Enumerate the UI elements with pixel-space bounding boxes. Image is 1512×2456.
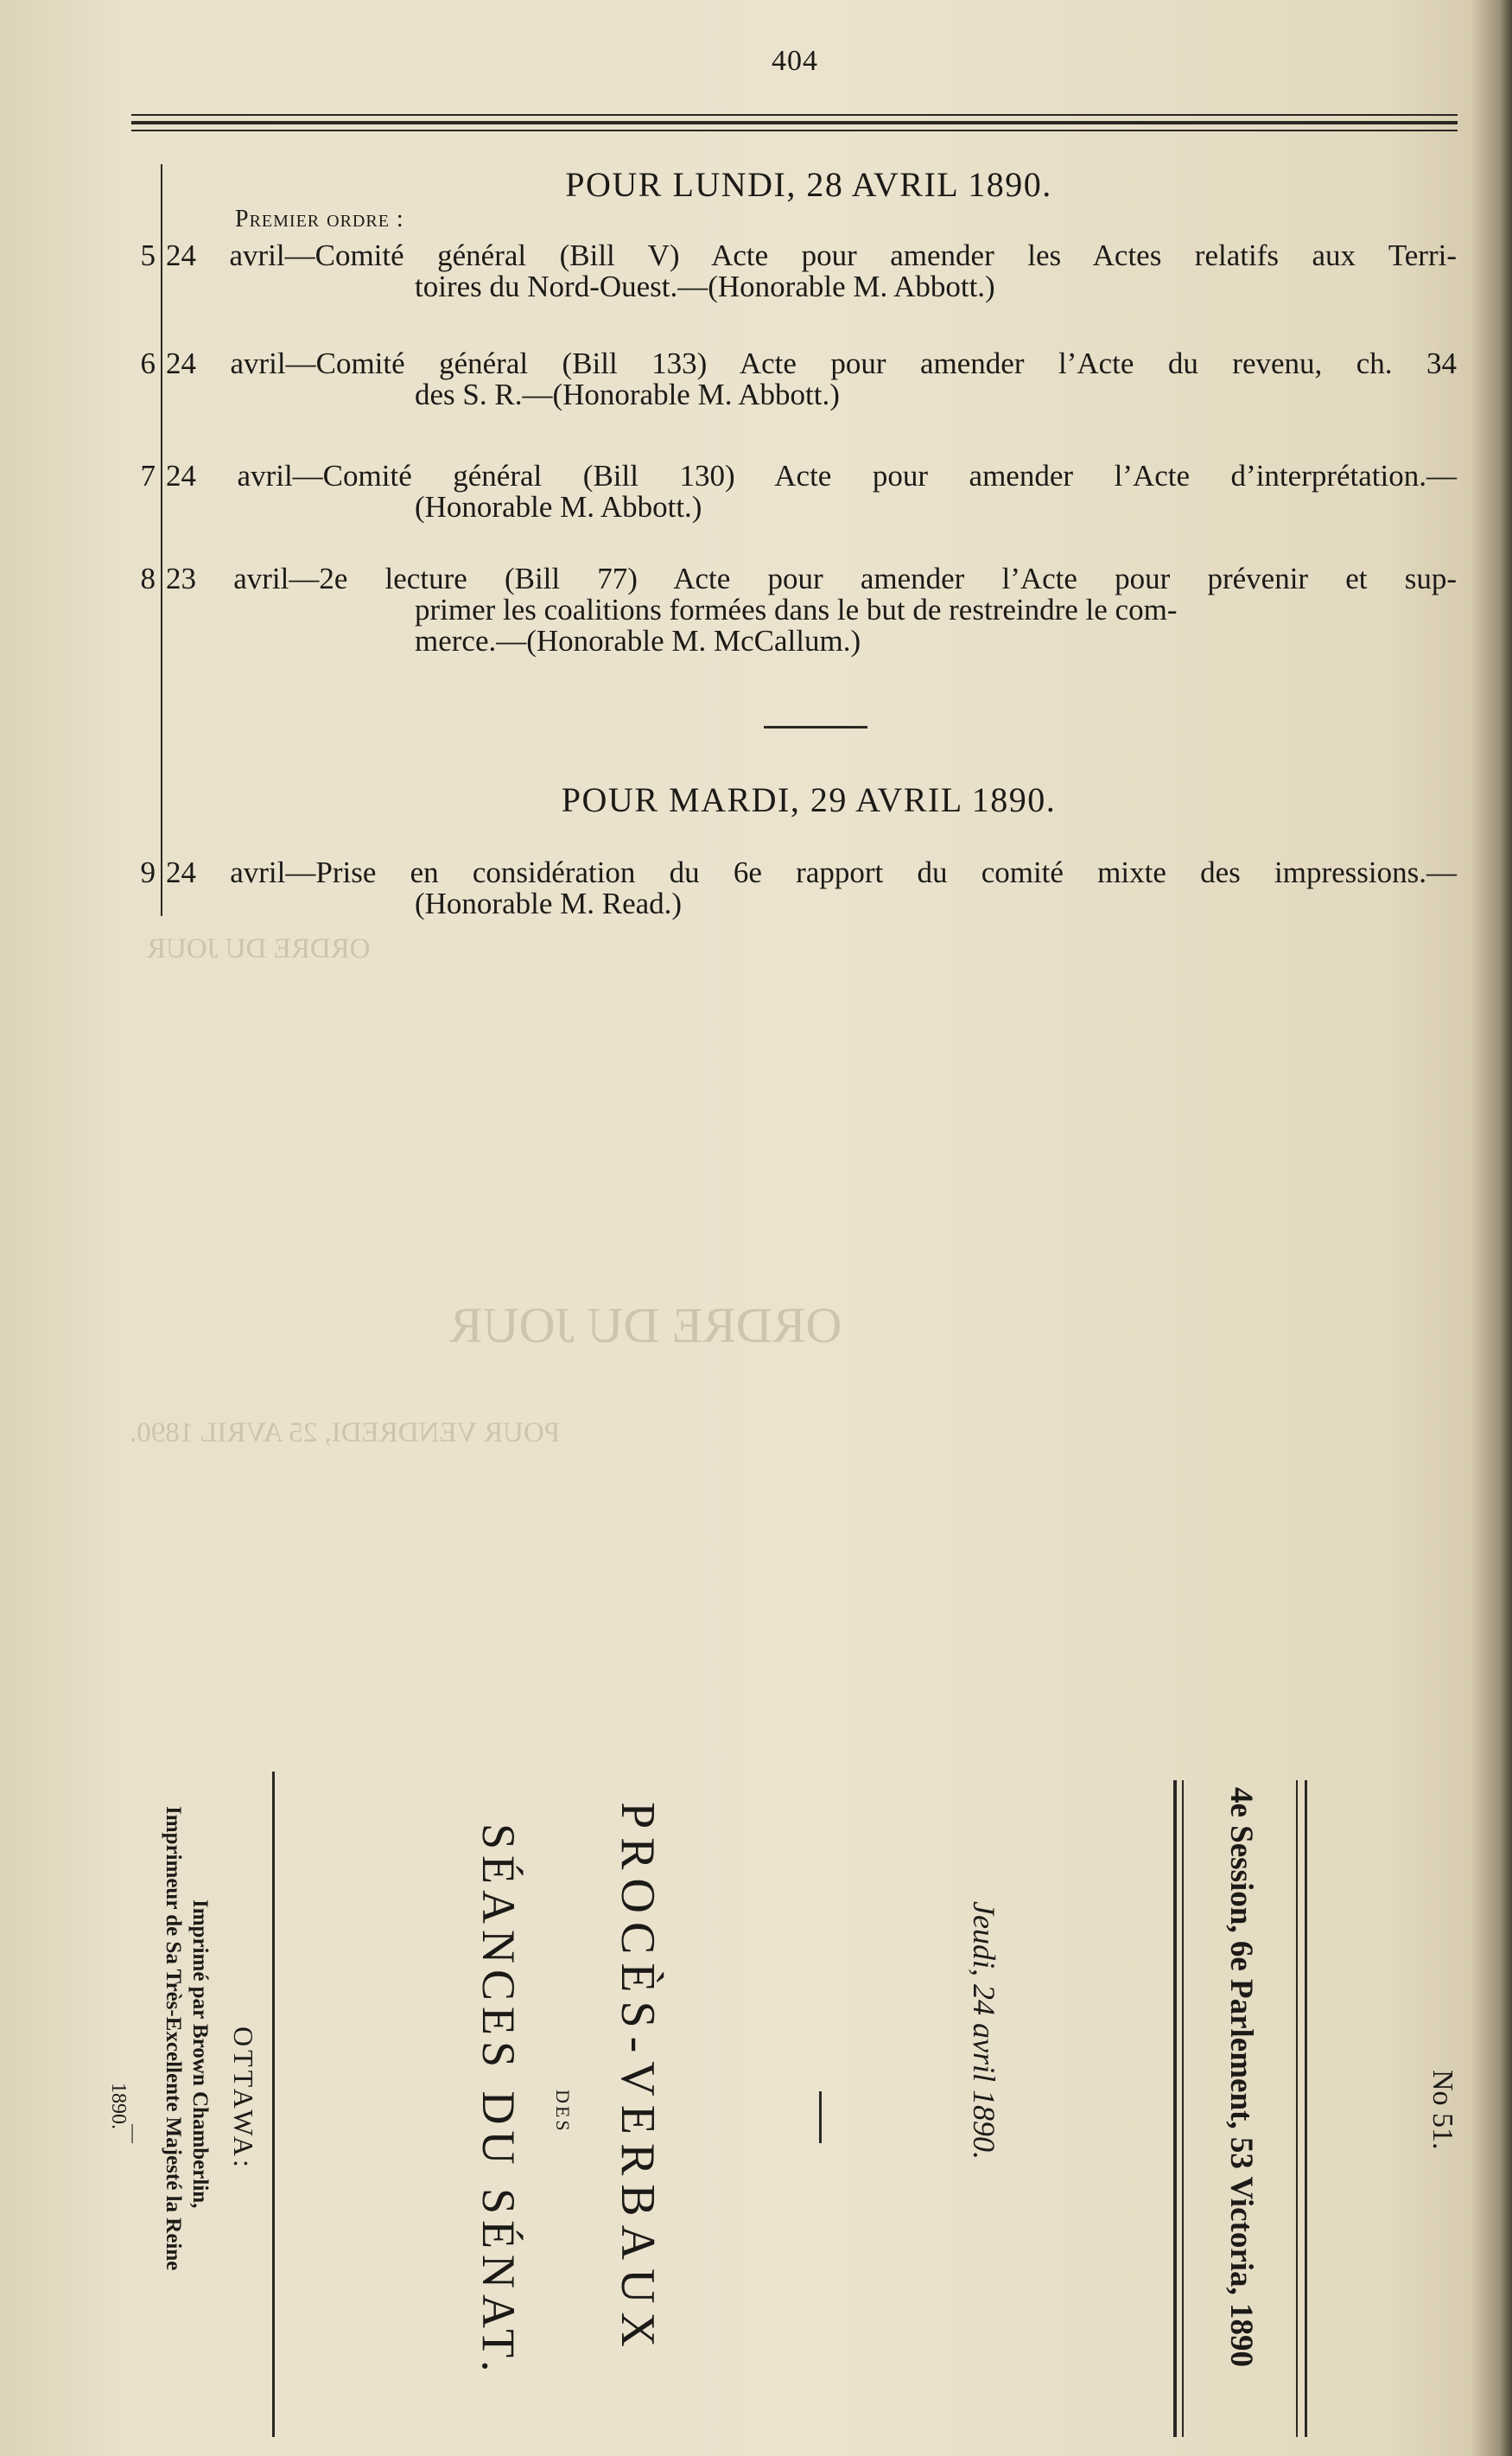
item-text-line: (Honorable M. Read.) [415, 887, 683, 920]
cover-rule [1296, 1780, 1298, 2437]
cover-title: PROCÈS-VERBAUX [611, 1802, 664, 2356]
item-text-line: toires du Nord-Ouest.—(Honorable M. Abbott.) [415, 270, 995, 303]
page-edge-shadow [1471, 0, 1512, 2456]
section-heading-tuesday: POUR MARDI, 29 AVRIL 1890. [561, 780, 1057, 819]
item-number: 8 [140, 562, 156, 595]
item-text-line: merce.—(Honorable M. McCallum.) [415, 624, 861, 658]
item-text-line: 24 avril—Comité général (Bill 130) Acte pour amender l’Acte d’interprétation.— [166, 459, 1457, 493]
item-text-line: 24 avril—Comité général (Bill V) Acte pour amender les Actes relatifs aux Terri- [166, 239, 1457, 272]
item-text-line: 24 avril—Comité général (Bill 133) Acte pour amender l’Acte du revenu, ch. 34 [166, 347, 1457, 380]
cover-year: 1890. [107, 2083, 130, 2129]
cover-des: DES [552, 2090, 574, 2134]
cover-rule [272, 1772, 275, 2437]
cover-city: OTTAWA: [228, 2027, 259, 2171]
section-subheading: Premier ordre : [235, 206, 404, 232]
document-page: ORDRE DU JOUR ORDRE DU JOUR POUR VENDREDI, 25 AVRIL 1890. 404 POUR LUNDI, 28 AVRIL 1890. Premier ordre : 5 24 avril—Comité général (Bill V) Acte pour amender les Actes relatifs aux Terri- toires du Nord-Ouest.—(Honorable M. Abbott.) 6 24 avril—Comité général (Bill 133) Acte pour amender l’Acte du revenu, ch. 34 des S. R.—(Honorable M. Abbott.) 7 24 avril—Comité général (Bill 130) Acte pour amender l’Acte d’interprétation.— (Honorable M. Abbott.) 8 23 avril—2e lecture (Bill 77) Acte pour amender l’Acte pour prévenir et sup- primer les coalitions formées dans le but de restreindre le com- merce.—(Honorable M. McCallum.) POUR MARDI, 29 AVRIL 1890. 9 24 avril—Prise en considération du 6e rapport du comité mixte des impressions.— (Honorable M. Read.) No 51. 4e Session, 6e Parlement, 53 Victoria, 1890 Jeudi, 24 avril 1890. PROCÈS-VERBAUX DES SÉANCES DU SÉNAT. OTTAWA: Imprimé par Brown Chamberlin, Imprimeur de Sa Très-Excellente Majesté la Reine — 1890. [0, 0, 1512, 2456]
item-text-line: 23 avril—2e lecture (Bill 77) Acte pour amender l’Acte pour prévenir et sup- [166, 562, 1457, 595]
cover-rule [1305, 1780, 1307, 2437]
cover-date: Jeudi, 24 avril 1890. [967, 1901, 1001, 2160]
cover-session: 4e Session, 6e Parlement, 53 Victoria, 1890 [1223, 1787, 1259, 2368]
cover-number: No 51. [1426, 2070, 1458, 2150]
item-text-line: des S. R.—(Honorable M. Abbott.) [415, 378, 840, 411]
cover-printer-line1: Imprimé par Brown Chamberlin, [188, 1899, 212, 2209]
cover-printer-line2: Imprimeur de Sa Très-Excellente Majesté la Reine [162, 1806, 185, 2271]
item-number: 9 [140, 856, 156, 889]
cover-rule [1182, 1780, 1184, 2437]
item-text-line: primer les coalitions formées dans le but de restreindre le com- [415, 593, 1178, 627]
item-text-line: 24 avril—Prise en considération du 6e rapport du comité mixte des impressions.— [166, 856, 1457, 889]
cover-short-rule [819, 2091, 822, 2143]
item-number: 7 [140, 459, 156, 493]
item-number: 5 [140, 239, 156, 272]
item-text-line: (Honorable M. Abbott.) [415, 490, 702, 524]
item-number: 6 [140, 347, 156, 380]
cover-rule [1173, 1780, 1177, 2437]
section-heading-monday: POUR LUNDI, 28 AVRIL 1890. [565, 165, 1052, 204]
page-number: 404 [772, 45, 818, 77]
cover-subtitle: SÉANCES DU SÉNAT. [473, 1823, 524, 2378]
cover-dash: — [124, 2124, 145, 2143]
